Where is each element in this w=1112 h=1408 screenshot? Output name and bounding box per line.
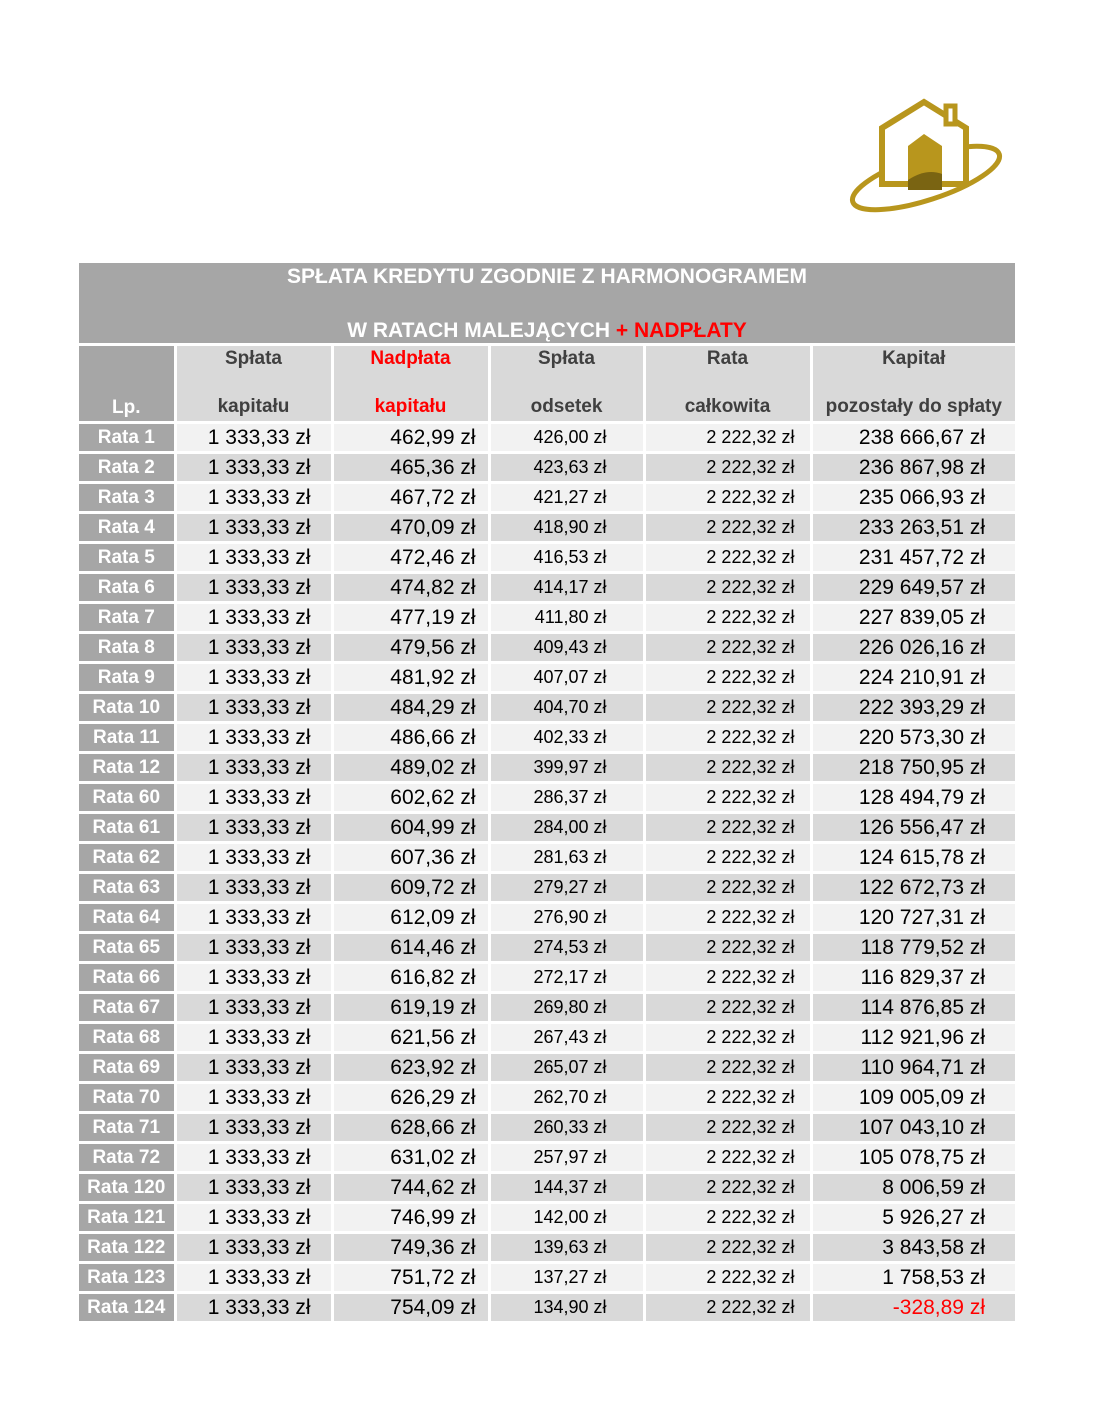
row-label: Rata 121 [79,1203,175,1233]
row-label: Rata 122 [79,1233,175,1263]
interest-cell: 137,27 zł [489,1263,644,1293]
remaining-cell: 112 921,96 zł [811,1023,1015,1053]
remaining-cell: 116 829,37 zł [811,963,1015,993]
header-pozostaly-bottom: pozostały do spłaty [825,396,1002,417]
installment-cell: 2 222,32 zł [644,903,811,933]
interest-cell: 421,27 zł [489,483,644,513]
table-row [79,453,1015,483]
header-rata-bottom: całkowita [684,396,771,417]
installment-cell: 2 222,32 zł [644,1293,811,1322]
installment-cell: 2 222,32 zł [644,1023,811,1053]
installment-cell: 2 222,32 zł [644,963,811,993]
capital-cell: 1 333,33 zł [175,1203,332,1233]
remaining-cell: 227 839,05 zł [811,603,1015,633]
table-row [79,933,1015,963]
table-row [79,603,1015,633]
overpayment-cell: 479,56 zł [332,633,489,663]
table-row [79,1233,1015,1263]
installment-cell: 2 222,32 zł [644,933,811,963]
header-odsetki-bottom: odsetek [530,396,603,417]
capital-cell: 1 333,33 zł [175,1233,332,1263]
overpayment-cell: 467,72 zł [332,483,489,513]
remaining-cell: 120 727,31 zł [811,903,1015,933]
overpayment-cell: 474,82 zł [332,573,489,603]
header-rata-top: Rata [706,348,749,369]
interest-cell: 404,70 zł [489,693,644,723]
table-row [79,1263,1015,1293]
interest-cell: 416,53 zł [489,543,644,573]
interest-cell: 426,00 zł [489,423,644,453]
row-label: Rata 9 [79,663,175,693]
interest-cell: 142,00 zł [489,1203,644,1233]
row-label: Rata 64 [79,903,175,933]
header-nadplata-bottom: kapitału [374,396,447,417]
remaining-cell: 222 393,29 zł [811,693,1015,723]
row-label: Rata 65 [79,933,175,963]
interest-cell: 423,63 zł [489,453,644,483]
table-row [79,1083,1015,1113]
capital-cell: 1 333,33 zł [175,903,332,933]
remaining-cell: 238 666,67 zł [811,423,1015,453]
header-kapital [175,345,332,423]
table-row [79,1143,1015,1173]
table-row [79,1053,1015,1083]
row-label: Rata 61 [79,813,175,843]
row-label: Rata 10 [79,693,175,723]
row-label: Rata 2 [79,453,175,483]
overpayment-cell: 470,09 zł [332,513,489,543]
capital-cell: 1 333,33 zł [175,963,332,993]
installment-cell: 2 222,32 zł [644,993,811,1023]
header-lp-label: Lp. [112,397,141,418]
overpayment-cell: 623,92 zł [332,1053,489,1083]
table-row [79,753,1015,783]
repayment-schedule-table [79,263,1015,1321]
overpayment-cell: 751,72 zł [332,1263,489,1293]
overpayment-cell: 609,72 zł [332,873,489,903]
interest-cell: 402,33 zł [489,723,644,753]
remaining-cell: 236 867,98 zł [811,453,1015,483]
capital-cell: 1 333,33 zł [175,513,332,543]
overpayment-cell: 484,29 zł [332,693,489,723]
installment-cell: 2 222,32 zł [644,693,811,723]
capital-cell: 1 333,33 zł [175,993,332,1023]
table-row [79,783,1015,813]
overpayment-cell: 481,92 zł [332,663,489,693]
overpayment-cell: 477,19 zł [332,603,489,633]
interest-cell: 139,63 zł [489,1233,644,1263]
overpayment-cell: 462,99 zł [332,423,489,453]
overpayment-cell: 631,02 zł [332,1143,489,1173]
table-row [79,963,1015,993]
capital-cell: 1 333,33 zł [175,453,332,483]
row-label: Rata 60 [79,783,175,813]
row-label: Rata 66 [79,963,175,993]
remaining-cell: 231 457,72 zł [811,543,1015,573]
table-row [79,1293,1015,1322]
overpayment-cell: 616,82 zł [332,963,489,993]
remaining-cell: 118 779,52 zł [811,933,1015,963]
overpayment-cell: 607,36 zł [332,843,489,873]
remaining-cell: 122 672,73 zł [811,873,1015,903]
overpayment-cell: 602,62 zł [332,783,489,813]
installment-cell: 2 222,32 zł [644,1113,811,1143]
interest-cell: 414,17 zł [489,573,644,603]
header-odsetki-top: Spłata [537,348,596,369]
capital-cell: 1 333,33 zł [175,423,332,453]
installment-cell: 2 222,32 zł [644,843,811,873]
remaining-cell: 220 573,30 zł [811,723,1015,753]
remaining-cell: 235 066,93 zł [811,483,1015,513]
remaining-cell: 114 876,85 zł [811,993,1015,1023]
table-row [79,573,1015,603]
table-row [79,1173,1015,1203]
remaining-cell: 105 078,75 zł [811,1143,1015,1173]
installment-cell: 2 222,32 zł [644,513,811,543]
remaining-cell: 226 026,16 zł [811,633,1015,663]
table-row [79,993,1015,1023]
installment-cell: 2 222,32 zł [644,1173,811,1203]
capital-cell: 1 333,33 zł [175,483,332,513]
table-row [79,423,1015,453]
installment-cell: 2 222,32 zł [644,603,811,633]
capital-cell: 1 333,33 zł [175,1023,332,1053]
row-label: Rata 12 [79,753,175,783]
capital-cell: 1 333,33 zł [175,633,332,663]
overpayment-cell: 754,09 zł [332,1293,489,1322]
table-row [79,1113,1015,1143]
header-nadplata-top: Nadpłata [370,348,451,369]
interest-cell: 279,27 zł [489,873,644,903]
remaining-cell: 107 043,10 zł [811,1113,1015,1143]
row-label: Rata 67 [79,993,175,1023]
row-label: Rata 6 [79,573,175,603]
remaining-cell: 109 005,09 zł [811,1083,1015,1113]
title-line-1: SPŁATA KREDYTU ZGODNIE Z HARMONOGRAMEM [287,265,807,288]
row-label: Rata 120 [79,1173,175,1203]
table-row [79,723,1015,753]
interest-cell: 267,43 zł [489,1023,644,1053]
row-label: Rata 1 [79,423,175,453]
interest-cell: 286,37 zł [489,783,644,813]
remaining-cell: 1 758,53 zł [811,1263,1015,1293]
installment-cell: 2 222,32 zł [644,1083,811,1113]
row-label: Rata 72 [79,1143,175,1173]
installment-cell: 2 222,32 zł [644,723,811,753]
overpayment-cell: 626,29 zł [332,1083,489,1113]
overpayment-cell: 614,46 zł [332,933,489,963]
overpayment-cell: 486,66 zł [332,723,489,753]
capital-cell: 1 333,33 zł [175,573,332,603]
installment-cell: 2 222,32 zł [644,483,811,513]
header-pozostaly [811,345,1015,423]
installment-cell: 2 222,32 zł [644,453,811,483]
house-logo-icon [846,98,1006,218]
interest-cell: 281,63 zł [489,843,644,873]
interest-cell: 399,97 zł [489,753,644,783]
remaining-cell: 8 006,59 zł [811,1173,1015,1203]
row-label: Rata 5 [79,543,175,573]
row-label: Rata 4 [79,513,175,543]
capital-cell: 1 333,33 zł [175,1263,332,1293]
table-row [79,1023,1015,1053]
row-label: Rata 3 [79,483,175,513]
interest-cell: 274,53 zł [489,933,644,963]
table-row [79,1203,1015,1233]
installment-cell: 2 222,32 zł [644,813,811,843]
capital-cell: 1 333,33 zł [175,1083,332,1113]
header-kapital-top: Spłata [224,348,283,369]
header-rata [644,345,811,423]
interest-cell: 269,80 zł [489,993,644,1023]
capital-cell: 1 333,33 zł [175,603,332,633]
interest-cell: 409,43 zł [489,633,644,663]
remaining-cell: 218 750,95 zł [811,753,1015,783]
capital-cell: 1 333,33 zł [175,753,332,783]
installment-cell: 2 222,32 zł [644,663,811,693]
installment-cell: 2 222,32 zł [644,873,811,903]
row-label: Rata 124 [79,1293,175,1322]
overpayment-cell: 621,56 zł [332,1023,489,1053]
table-row [79,903,1015,933]
header-nadplata [332,345,489,423]
interest-cell: 407,07 zł [489,663,644,693]
interest-cell: 265,07 zł [489,1053,644,1083]
header-lp [79,345,175,423]
header-odsetki [489,345,644,423]
installment-cell: 2 222,32 zł [644,1233,811,1263]
table-row [79,873,1015,903]
capital-cell: 1 333,33 zł [175,1173,332,1203]
table-row [79,543,1015,573]
interest-cell: 257,97 zł [489,1143,644,1173]
header-kapital-bottom: kapitału [217,396,290,417]
table-row [79,693,1015,723]
overpayment-cell: 744,62 zł [332,1173,489,1203]
interest-cell: 262,70 zł [489,1083,644,1113]
installment-cell: 2 222,32 zł [644,1143,811,1173]
row-label: Rata 8 [79,633,175,663]
capital-cell: 1 333,33 zł [175,693,332,723]
installment-cell: 2 222,32 zł [644,633,811,663]
table-row [79,633,1015,663]
row-label: Rata 62 [79,843,175,873]
overpayment-cell: 472,46 zł [332,543,489,573]
table-row [79,513,1015,543]
capital-cell: 1 333,33 zł [175,663,332,693]
interest-cell: 144,37 zł [489,1173,644,1203]
interest-cell: 134,90 zł [489,1293,644,1322]
capital-cell: 1 333,33 zł [175,873,332,903]
remaining-cell: 124 615,78 zł [811,843,1015,873]
remaining-cell: 126 556,47 zł [811,813,1015,843]
row-label: Rata 123 [79,1263,175,1293]
row-label: Rata 7 [79,603,175,633]
capital-cell: 1 333,33 zł [175,843,332,873]
row-label: Rata 63 [79,873,175,903]
interest-cell: 260,33 zł [489,1113,644,1143]
installment-cell: 2 222,32 zł [644,783,811,813]
overpayment-cell: 465,36 zł [332,453,489,483]
capital-cell: 1 333,33 zł [175,933,332,963]
overpayment-cell: 749,36 zł [332,1233,489,1263]
capital-cell: 1 333,33 zł [175,783,332,813]
interest-cell: 411,80 zł [489,603,644,633]
capital-cell: 1 333,33 zł [175,813,332,843]
header-pozostaly-top: Kapitał [882,348,946,369]
overpayment-cell: 612,09 zł [332,903,489,933]
capital-cell: 1 333,33 zł [175,1053,332,1083]
row-label: Rata 69 [79,1053,175,1083]
installment-cell: 2 222,32 zł [644,423,811,453]
remaining-cell: -328,89 zł [811,1293,1015,1322]
interest-cell: 418,90 zł [489,513,644,543]
row-label: Rata 70 [79,1083,175,1113]
capital-cell: 1 333,33 zł [175,1113,332,1143]
title-main: W RATACH MALEJĄCYCH [347,319,611,342]
overpayment-cell: 604,99 zł [332,813,489,843]
interest-cell: 276,90 zł [489,903,644,933]
table-row [79,843,1015,873]
table-row [79,813,1015,843]
overpayment-cell: 619,19 zł [332,993,489,1023]
remaining-cell: 229 649,57 zł [811,573,1015,603]
remaining-cell: 224 210,91 zł [811,663,1015,693]
row-label: Rata 11 [79,723,175,753]
remaining-cell: 128 494,79 zł [811,783,1015,813]
overpayment-cell: 628,66 zł [332,1113,489,1143]
row-label: Rata 71 [79,1113,175,1143]
table-row [79,663,1015,693]
title-overpayment: + NADPŁATY [615,319,747,342]
row-label: Rata 68 [79,1023,175,1053]
overpayment-cell: 489,02 zł [332,753,489,783]
installment-cell: 2 222,32 zł [644,1053,811,1083]
interest-cell: 272,17 zł [489,963,644,993]
remaining-cell: 233 263,51 zł [811,513,1015,543]
installment-cell: 2 222,32 zł [644,1263,811,1293]
capital-cell: 1 333,33 zł [175,543,332,573]
installment-cell: 2 222,32 zł [644,753,811,783]
interest-cell: 284,00 zł [489,813,644,843]
installment-cell: 2 222,32 zł [644,543,811,573]
table-title [79,263,1015,345]
remaining-cell: 110 964,71 zł [811,1053,1015,1083]
table-row [79,483,1015,513]
capital-cell: 1 333,33 zł [175,723,332,753]
installment-cell: 2 222,32 zł [644,1203,811,1233]
title-line-2 [79,319,1015,343]
capital-cell: 1 333,33 zł [175,1143,332,1173]
remaining-cell: 3 843,58 zł [811,1233,1015,1263]
overpayment-cell: 746,99 zł [332,1203,489,1233]
installment-cell: 2 222,32 zł [644,573,811,603]
remaining-cell: 5 926,27 zł [811,1203,1015,1233]
capital-cell: 1 333,33 zł [175,1293,332,1322]
